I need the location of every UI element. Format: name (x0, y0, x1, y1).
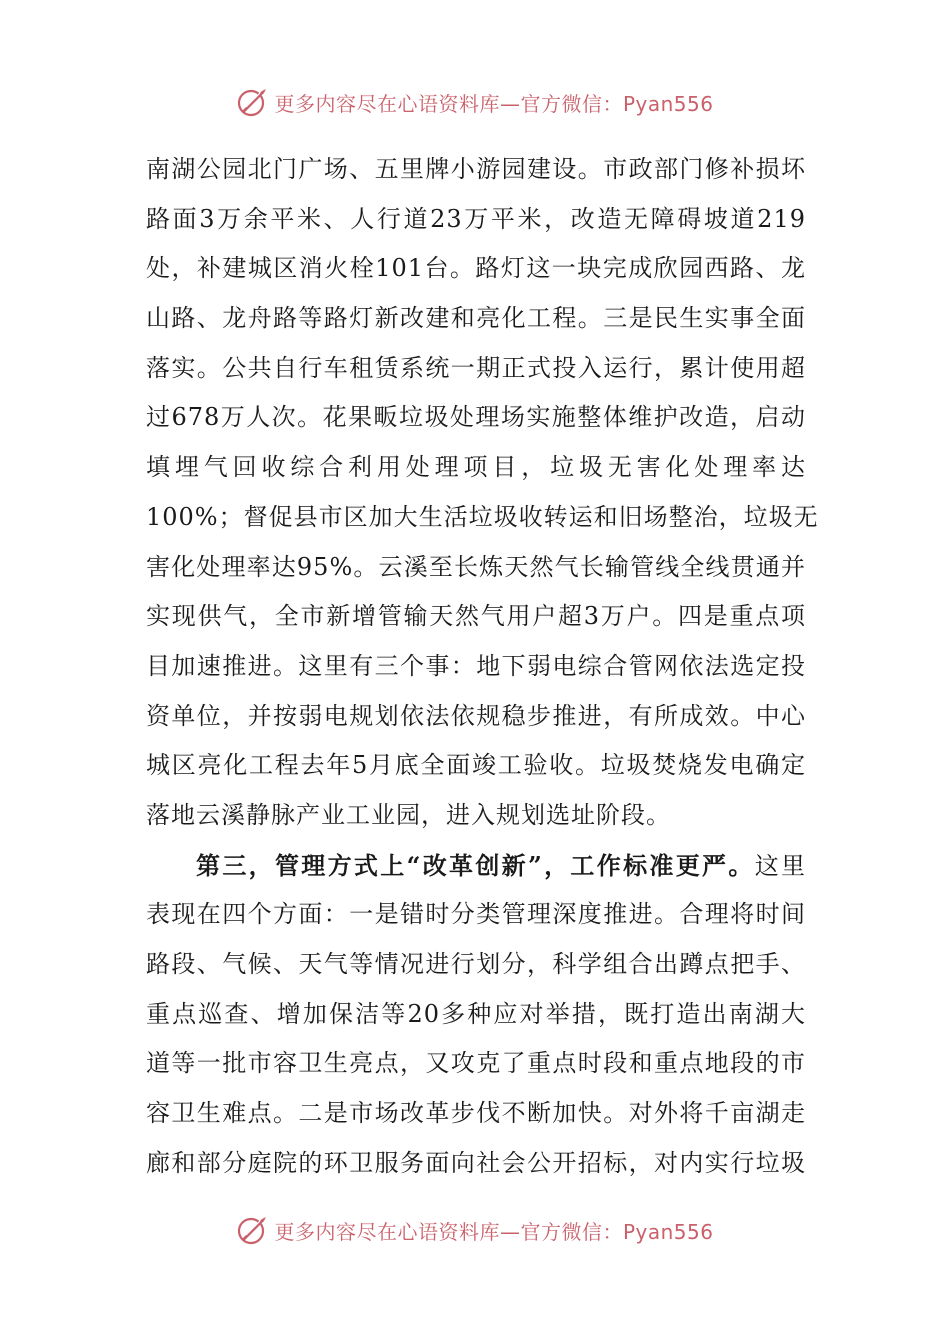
document-body (146, 145, 819, 1188)
watermark-text: 更多内容尽在心语资料库—官方微信：Pyan556 (274, 1219, 714, 1244)
header-watermark (0, 82, 950, 122)
footer-watermark (0, 1210, 950, 1250)
text-line: 城区亮化工程去年5月底全面竣工验收。垃圾焚烧发电确定 (146, 751, 806, 780)
text-line: 路段、气候、天气等情况进行划分，科学组合出蹲点把手、 (146, 950, 806, 978)
text-line: 路面3万余平米、人行道23万平米，改造无障碍坡道219 (146, 204, 806, 233)
text-line: 道等一批市容卫生亮点，又攻克了重点时段和重点地段的市 (146, 1049, 806, 1078)
text-line: 害化处理率达95%。云溪至长炼天然气长输管线全线贯通并 (146, 552, 806, 581)
text-line: 表现在四个方面：一是错时分类管理深度推进。合理将时间 (146, 900, 806, 929)
quill-pen-logo-icon (236, 1213, 270, 1247)
text-line: 100%；督促县市区加大生活垃圾收转运和旧场整治，垃圾无 (146, 502, 819, 531)
text-line: 南湖公园北门广场、五里牌小游园建设。市政部门修补损坏 (146, 155, 806, 183)
text-line: 廊和部分庭院的环卫服务面向社会公开招标，对内实行垃圾 (146, 1148, 806, 1177)
text-line: 过678万人次。花果畈垃圾处理场实施整体维护改造，启动 (146, 403, 806, 432)
text-line: 山路、龙舟路等路灯新改建和亮化工程。三是民生实事全面 (146, 304, 806, 333)
paragraph-heading-line (146, 841, 806, 891)
text-span: 这里 (754, 851, 807, 880)
section-heading: 第三，管理方式上“改革创新”，工作标准更严。 (196, 850, 755, 880)
text-line: 实现供气，全市新增管输天然气用户超3万户。四是重点项 (146, 602, 806, 631)
text-line: 落地云溪静脉产业工业园，进入规划选址阶段。 (146, 800, 671, 829)
text-line: 目加速推进。这里有三个事：地下弱电综合管网依法选定投 (146, 651, 806, 680)
text-line: 填埋气回收综合利用处理项目，垃圾无害化处理率达 (146, 453, 806, 482)
text-line: 重点巡查、增加保洁等20多种应对举措，既打造出南湖大 (146, 999, 806, 1028)
quill-pen-logo-icon (236, 85, 270, 119)
text-line: 资单位，并按弱电规划依法依规稳步推进，有所成效。中心 (146, 701, 806, 730)
text-line: 容卫生难点。二是市场改革步伐不断加快。对外将千亩湖走 (146, 1099, 806, 1128)
text-line: 处，补建城区消火栓101台。路灯这一块完成欣园西路、龙 (146, 254, 806, 283)
watermark-text: 更多内容尽在心语资料库—官方微信：Pyan556 (274, 91, 714, 116)
text-line: 落实。公共自行车租赁系统一期正式投入运行，累计使用超 (146, 353, 806, 382)
